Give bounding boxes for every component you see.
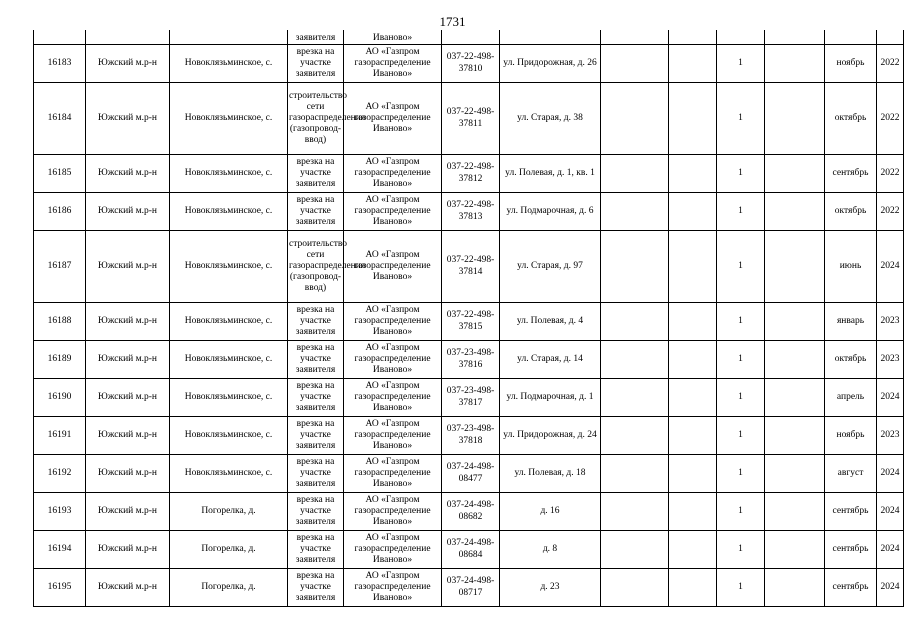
month-cell: апрель [825, 379, 877, 417]
table-row [34, 45, 904, 83]
code-cell: 037-22-498-37813 [442, 193, 500, 231]
code-cell: 037-24-498-08682 [442, 493, 500, 531]
table-row [34, 303, 904, 341]
empty-cell [765, 379, 825, 417]
district-cell: Южский м.р-н [86, 45, 170, 83]
year-cell: 2022 [877, 83, 904, 155]
code-cell: 037-22-498-37810 [442, 45, 500, 83]
address-cell: ул. Полевая, д. 4 [500, 303, 601, 341]
year-cell: 2022 [877, 45, 904, 83]
table-row [34, 155, 904, 193]
count-cell: 1 [717, 341, 765, 379]
count-cell: 1 [717, 83, 765, 155]
year-cell: 2024 [877, 231, 904, 303]
month-cell: октябрь [825, 193, 877, 231]
contractor-cell: АО «Газпром газораспределение Иваново» [344, 45, 442, 83]
district-cell: Южский м.р-н [86, 83, 170, 155]
code-cell: 037-23-498-37817 [442, 379, 500, 417]
year-cell: 2023 [877, 417, 904, 455]
contractor-cell: АО «Газпром газораспределение Иваново» [344, 455, 442, 493]
month-cell: август [825, 455, 877, 493]
district-cell: Южский м.р-н [86, 341, 170, 379]
empty-cell [765, 155, 825, 193]
month-cell: октябрь [825, 83, 877, 155]
empty-cell [601, 45, 669, 83]
district-cell: Южский м.р-н [86, 155, 170, 193]
count-cell: 1 [717, 379, 765, 417]
count-cell: 1 [717, 417, 765, 455]
work-type-cell: врезка на участке заявителя [288, 303, 344, 341]
count-cell: 1 [717, 455, 765, 493]
settlement-cell: Новоклязьминское, с. [170, 455, 288, 493]
code-cell: 037-22-498-37815 [442, 303, 500, 341]
contractor-cell: АО «Газпром газораспределение Иваново» [344, 303, 442, 341]
empty-cell [765, 493, 825, 531]
year-cell: 2024 [877, 531, 904, 569]
row-number: 16188 [34, 303, 86, 341]
empty-cell [765, 341, 825, 379]
table-row [34, 341, 904, 379]
count-cell: 1 [717, 531, 765, 569]
address-cell: д. 16 [500, 493, 601, 531]
empty-cell [601, 379, 669, 417]
empty-cell [669, 417, 717, 455]
empty-cell [669, 155, 717, 193]
count-cell: 1 [717, 569, 765, 607]
empty-cell [601, 303, 669, 341]
address-cell: ул. Подмарочная, д. 6 [500, 193, 601, 231]
empty-cell [765, 83, 825, 155]
month-cell: январь [825, 303, 877, 341]
address-cell: д. 8 [500, 531, 601, 569]
address-cell: ул. Старая, д. 97 [500, 231, 601, 303]
district-cell: Южский м.р-н [86, 303, 170, 341]
year-cell: 2024 [877, 569, 904, 607]
continued-row [34, 30, 904, 45]
empty-cell [669, 193, 717, 231]
work-type-cell: врезка на участке заявителя [288, 493, 344, 531]
work-type-cell: строительство сети газораспределения (газопровод-ввод) [288, 83, 344, 155]
district-cell: Южский м.р-н [86, 455, 170, 493]
work-type-cell: врезка на участке заявителя [288, 455, 344, 493]
empty-cell [601, 193, 669, 231]
settlement-cell: Новоклязьминское, с. [170, 379, 288, 417]
row-number: 16194 [34, 531, 86, 569]
settlement-cell: Новоклязьминское, с. [170, 417, 288, 455]
address-cell: ул. Полевая, д. 18 [500, 455, 601, 493]
month-cell: ноябрь [825, 45, 877, 83]
continued-work-type: заявителя [288, 30, 344, 45]
work-type-cell: врезка на участке заявителя [288, 569, 344, 607]
work-type-cell: врезка на участке заявителя [288, 341, 344, 379]
empty-cell [669, 569, 717, 607]
year-cell: 2024 [877, 493, 904, 531]
count-cell: 1 [717, 155, 765, 193]
empty-cell [765, 303, 825, 341]
empty-cell [669, 303, 717, 341]
empty-cell [601, 341, 669, 379]
year-cell: 2024 [877, 379, 904, 417]
empty-cell [669, 83, 717, 155]
contractor-cell: АО «Газпром газораспределение Иваново» [344, 83, 442, 155]
count-cell: 1 [717, 231, 765, 303]
work-type-cell: врезка на участке заявителя [288, 155, 344, 193]
month-cell: сентябрь [825, 155, 877, 193]
district-cell: Южский м.р-н [86, 231, 170, 303]
empty-cell [765, 231, 825, 303]
empty-cell [669, 231, 717, 303]
empty-cell [765, 455, 825, 493]
table-row [34, 379, 904, 417]
empty-cell [765, 531, 825, 569]
contractor-cell: АО «Газпром газораспределение Иваново» [344, 417, 442, 455]
row-number: 16183 [34, 45, 86, 83]
work-type-cell: врезка на участке заявителя [288, 379, 344, 417]
empty-cell [669, 531, 717, 569]
table-row [34, 417, 904, 455]
empty-cell [669, 379, 717, 417]
table-row [34, 455, 904, 493]
settlement-cell: Погорелка, д. [170, 493, 288, 531]
settlement-cell: Погорелка, д. [170, 531, 288, 569]
empty-cell [601, 83, 669, 155]
year-cell: 2023 [877, 341, 904, 379]
settlement-cell: Новоклязьминское, с. [170, 231, 288, 303]
work-type-cell: врезка на участке заявителя [288, 45, 344, 83]
empty-cell [765, 569, 825, 607]
district-cell: Южский м.р-н [86, 569, 170, 607]
row-number: 16191 [34, 417, 86, 455]
month-cell: ноябрь [825, 417, 877, 455]
empty-cell [601, 231, 669, 303]
table-row [34, 569, 904, 607]
count-cell: 1 [717, 493, 765, 531]
contractor-cell: АО «Газпром газораспределение Иваново» [344, 193, 442, 231]
code-cell: 037-24-498-08684 [442, 531, 500, 569]
settlement-cell: Новоклязьминское, с. [170, 341, 288, 379]
year-cell: 2022 [877, 155, 904, 193]
code-cell: 037-22-498-37812 [442, 155, 500, 193]
empty-cell [765, 417, 825, 455]
code-cell: 037-23-498-37818 [442, 417, 500, 455]
settlement-cell: Новоклязьминское, с. [170, 303, 288, 341]
settlement-cell: Новоклязьминское, с. [170, 155, 288, 193]
district-cell: Южский м.р-н [86, 379, 170, 417]
contractor-cell: АО «Газпром газораспределение Иваново» [344, 341, 442, 379]
month-cell: июнь [825, 231, 877, 303]
row-number: 16187 [34, 231, 86, 303]
count-cell: 1 [717, 45, 765, 83]
contractor-cell: АО «Газпром газораспределение Иваново» [344, 531, 442, 569]
row-number: 16184 [34, 83, 86, 155]
empty-cell [601, 569, 669, 607]
year-cell: 2024 [877, 455, 904, 493]
count-cell: 1 [717, 193, 765, 231]
address-cell: ул. Придорожная, д. 26 [500, 45, 601, 83]
row-number: 16193 [34, 493, 86, 531]
page-number: 1731 [439, 14, 466, 29]
month-cell: октябрь [825, 341, 877, 379]
empty-cell [669, 45, 717, 83]
address-cell: д. 23 [500, 569, 601, 607]
district-cell: Южский м.р-н [86, 417, 170, 455]
table-row [34, 83, 904, 155]
empty-cell [601, 531, 669, 569]
table-row [34, 531, 904, 569]
district-cell: Южский м.р-н [86, 493, 170, 531]
settlement-cell: Погорелка, д. [170, 569, 288, 607]
settlement-cell: Новоклязьминское, с. [170, 45, 288, 83]
work-type-cell: врезка на участке заявителя [288, 193, 344, 231]
contractor-cell: АО «Газпром газораспределение Иваново» [344, 231, 442, 303]
row-number: 16190 [34, 379, 86, 417]
district-cell: Южский м.р-н [86, 531, 170, 569]
empty-cell [601, 455, 669, 493]
year-cell: 2022 [877, 193, 904, 231]
empty-cell [765, 45, 825, 83]
address-cell: ул. Старая, д. 14 [500, 341, 601, 379]
row-number: 16185 [34, 155, 86, 193]
address-cell: ул. Подмарочная, д. 1 [500, 379, 601, 417]
month-cell: сентябрь [825, 569, 877, 607]
empty-cell [669, 493, 717, 531]
empty-cell [601, 417, 669, 455]
empty-cell [669, 341, 717, 379]
district-cell: Южский м.р-н [86, 193, 170, 231]
empty-cell [601, 493, 669, 531]
count-cell: 1 [717, 303, 765, 341]
work-type-cell: врезка на участке заявителя [288, 531, 344, 569]
empty-cell [765, 193, 825, 231]
address-cell: ул. Старая, д. 38 [500, 83, 601, 155]
empty-cell [601, 155, 669, 193]
work-type-cell: строительство сети газораспределения (газопровод-ввод) [288, 231, 344, 303]
table-row [34, 493, 904, 531]
table-row [34, 231, 904, 303]
month-cell: сентябрь [825, 493, 877, 531]
code-cell: 037-22-498-37814 [442, 231, 500, 303]
address-cell: ул. Полевая, д. 1, кв. 1 [500, 155, 601, 193]
continued-contractor: Иваново» [344, 30, 442, 45]
registry-table [33, 30, 904, 607]
table-row [34, 193, 904, 231]
work-type-cell: врезка на участке заявителя [288, 417, 344, 455]
row-number: 16195 [34, 569, 86, 607]
code-cell: 037-23-498-37816 [442, 341, 500, 379]
year-cell: 2023 [877, 303, 904, 341]
row-number: 16192 [34, 455, 86, 493]
contractor-cell: АО «Газпром газораспределение Иваново» [344, 379, 442, 417]
row-number: 16189 [34, 341, 86, 379]
contractor-cell: АО «Газпром газораспределение Иваново» [344, 493, 442, 531]
code-cell: 037-24-498-08477 [442, 455, 500, 493]
code-cell: 037-24-498-08717 [442, 569, 500, 607]
row-number: 16186 [34, 193, 86, 231]
address-cell: ул. Придорожная, д. 24 [500, 417, 601, 455]
contractor-cell: АО «Газпром газораспределение Иваново» [344, 569, 442, 607]
settlement-cell: Новоклязьминское, с. [170, 193, 288, 231]
code-cell: 037-22-498-37811 [442, 83, 500, 155]
month-cell: сентябрь [825, 531, 877, 569]
empty-cell [669, 455, 717, 493]
settlement-cell: Новоклязьминское, с. [170, 83, 288, 155]
contractor-cell: АО «Газпром газораспределение Иваново» [344, 155, 442, 193]
